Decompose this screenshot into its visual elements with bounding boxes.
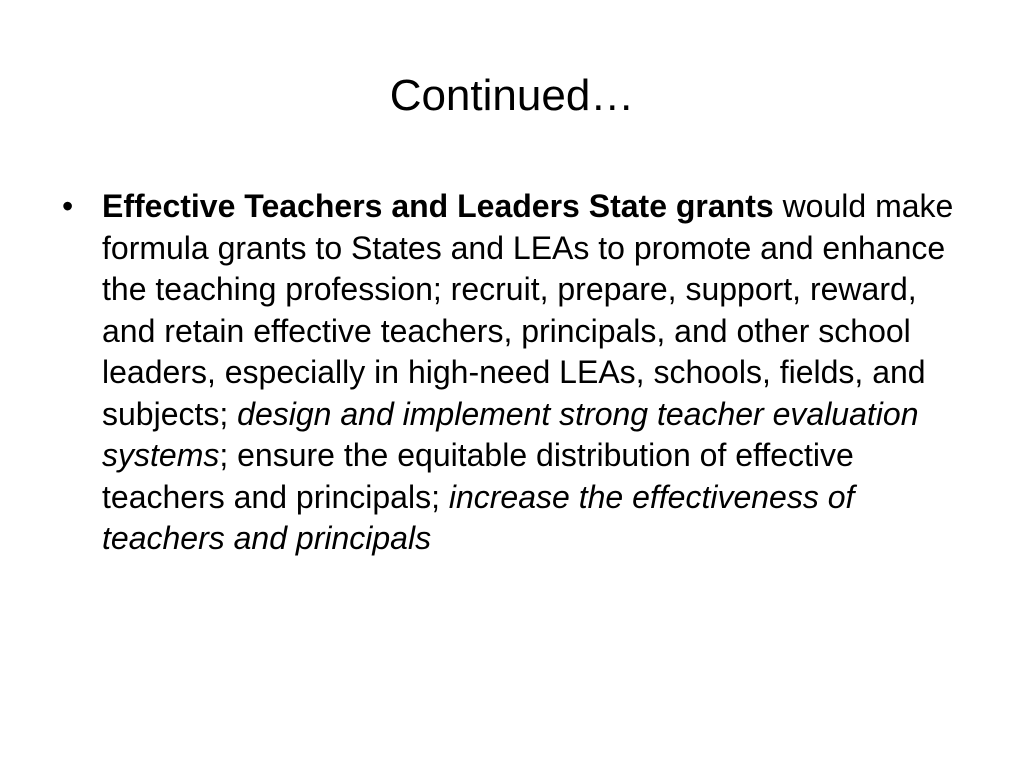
bullet-list [62, 186, 962, 560]
bullet-body-2: ; ensure the equitable distribution of effective teachers and principals; [102, 437, 854, 515]
bullet-item [62, 186, 962, 560]
bullet-emphasis-1: design and implement strong teacher evaluation systems [102, 395, 919, 473]
bullet-heading: Effective Teachers and Leaders State grants [102, 188, 774, 224]
bullet-body-1: would make formula grants to States and LEAs to promote and enhance the teaching profession; recruit, prepare, support, reward, and retain effective teachers, principals, and other school leaders, especially in high-need LEAs, schools, fields, and subjects; [102, 188, 954, 432]
bullet-text [102, 186, 962, 560]
slide-title: Continued… [389, 71, 635, 120]
bullet-emphasis-2: increase the effectiveness of teachers and principals [102, 478, 855, 556]
bullet-marker: • [62, 188, 74, 224]
